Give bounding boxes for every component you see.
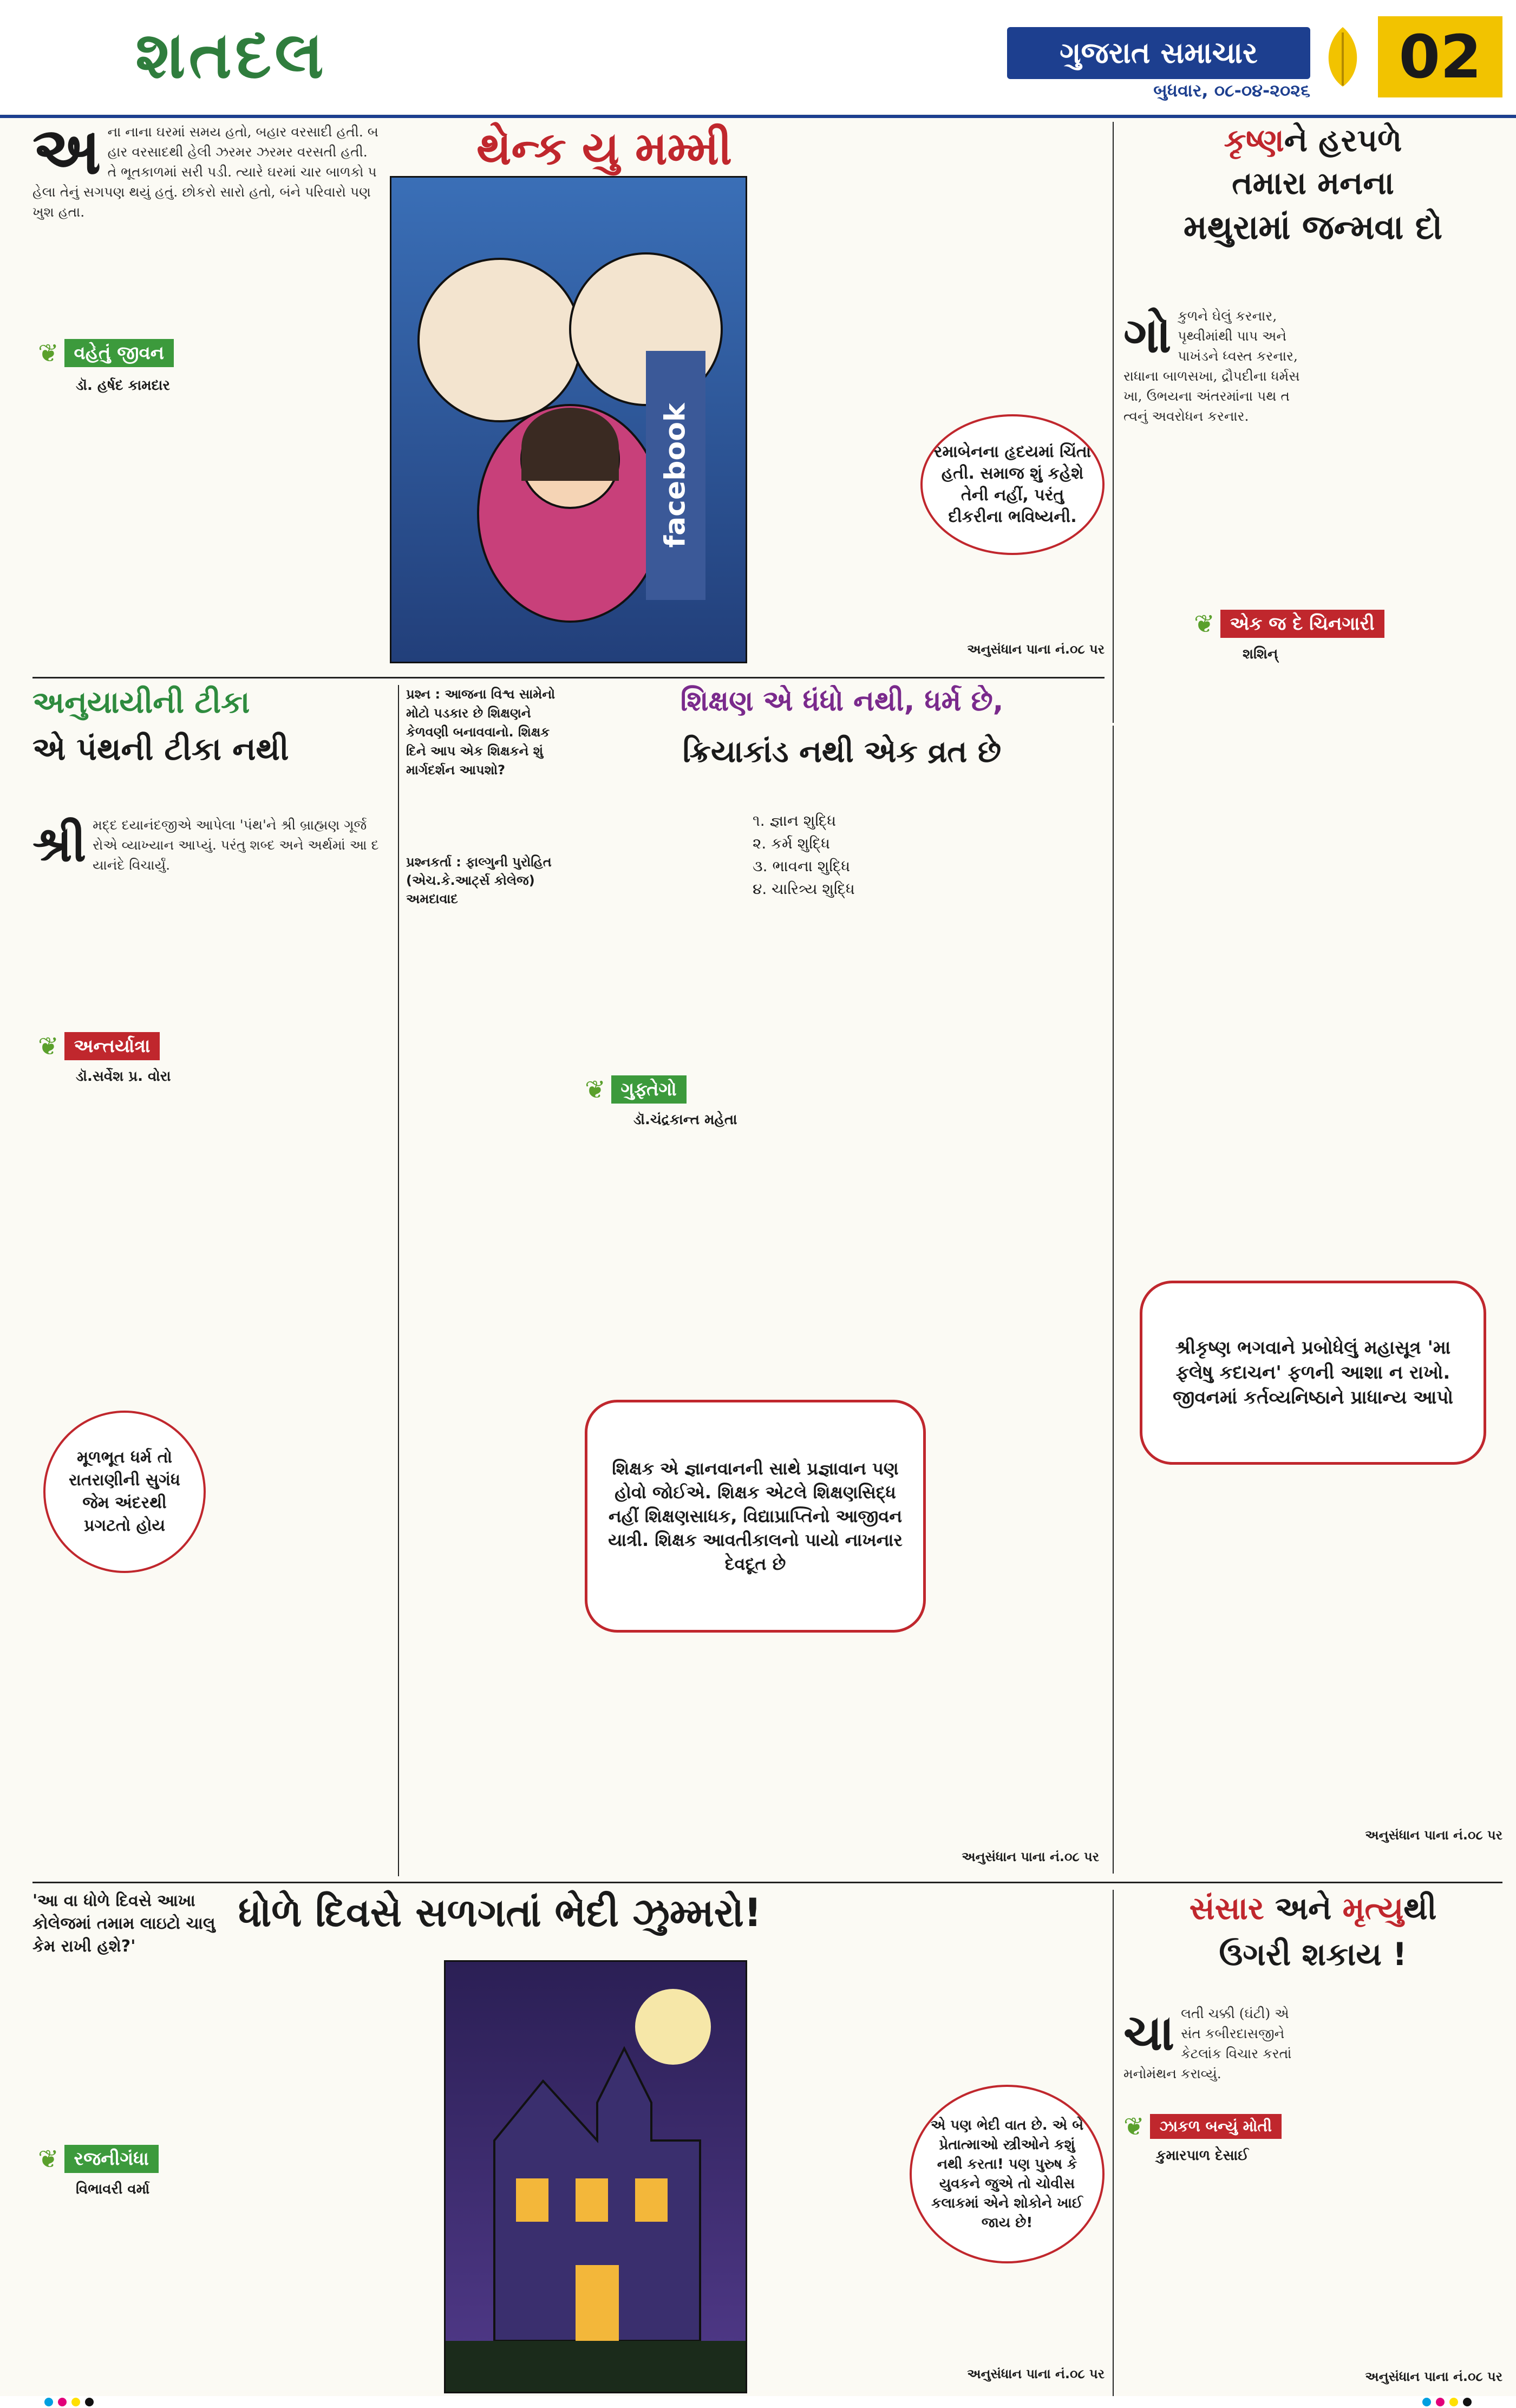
body-col-1	[1123, 2193, 1302, 2393]
list-item: ૧. જ્ઞાન શુદ્ધિ	[753, 812, 837, 830]
headline-line-2: એ પંથની ટીકા નથી	[32, 730, 289, 767]
continued-text: અનુસંધાન પાના નં.૦૮ પર	[962, 1849, 1099, 1864]
body-col-1	[406, 912, 568, 1871]
pullquote-text: રમાબેનના હૃદયમાં ચિંતા હતી. સમાજ શું કહેશે તેની નહીં, પરંતુ દીકરીના ભવિષ્યની.	[933, 442, 1092, 526]
continued-note	[926, 642, 1105, 669]
headline: ધોળે દિવસે સળગતાં ભેદી ઝુમ્મરો!	[238, 1890, 762, 1935]
continued-note	[1286, 1828, 1502, 1855]
pullquote-box	[1140, 1281, 1486, 1465]
horizontal-rule	[32, 677, 1105, 678]
vertical-rule	[1113, 1890, 1114, 2399]
byline: કુમારપાળ દેસાઈ	[1156, 2148, 1249, 2164]
vertical-rule	[1113, 726, 1114, 1874]
lead-text: મદ્દ દયાનંદજીએ આપેલા 'પંથ'ને શ્રી બ્રાહ્મણ ગૂર્જરોએ વ્યાખ્યાન આપ્યું. પરંતુ શબ્દ અને અર્થમાં આ દયાનંદે વિચાર્યું.	[93, 817, 379, 873]
list-item: ૪. ચારિત્ર્ય શુદ્ધિ	[753, 880, 855, 898]
leaf-icon: ❦	[38, 1032, 59, 1061]
continued-text: અનુસંધાન પાના નં.૦૮ પર	[967, 642, 1105, 657]
headline-connector: અને	[1264, 1890, 1343, 1927]
lead-text: ના નાના ઘરમાં સમય હતો, બહાર વરસાદી હતી. બહાર વરસાદથી હેલી ઝરમર ઝરમર વરસતી હતી. તે ભૂતકાળમાં સરી પડી. ત્યારે ઘરમાં ચાર બાળકો પહેલા તેનું સગપણ થયું હતું. છોકરો સારો હતો, બંને પરિવારો પણ ખુશ હતા.	[32, 124, 378, 220]
article-world-and-death	[1123, 1890, 1502, 2399]
body-col-6	[579, 1643, 742, 1871]
body-col-1	[32, 2052, 227, 2139]
continued-text: અનુસંધાન પાના નં.૦૮ પર	[1365, 2369, 1502, 2384]
asker-text: પ્રશ્નકર્તા : ફાલ્ગુની પુરોહિત (એચ.કે.આર્ટ્સ કોલેજ) અમદાવાદ	[406, 854, 552, 906]
continued-text: અનુસંધાન પાના નં.૦૮ પર	[1365, 1828, 1502, 1843]
headline-line-2: ક્રિયાકાંડ નથી એક વ્રત છે	[682, 734, 1002, 769]
body-col-6	[1316, 1476, 1502, 1822]
pullquote-text: મૂળભૂત ધર્મ તો રાતરાણીની સુગંધ જેમ અંદરથી પ્રગટતો હોય	[69, 1448, 180, 1535]
leaf-icon: ❦	[38, 2144, 59, 2174]
headline-line-2: ઉગરી શકાય !	[1219, 1936, 1407, 1973]
column-tag	[1194, 609, 1497, 690]
body-col-1	[32, 436, 379, 669]
section-logo	[135, 15, 417, 102]
masthead	[0, 0, 1516, 114]
lead-paragraph	[32, 122, 379, 301]
illustration-drawing	[446, 1962, 747, 2393]
body-col-4	[758, 1955, 920, 2393]
vertical-rule	[1113, 122, 1114, 723]
column-tag	[38, 2144, 233, 2220]
byline: ડૉ.સર્વેશ પ્ર. વોરા	[76, 1068, 171, 1085]
lead-text: કુળને ઘેલું કરનાર, પૃથ્વીમાંથી પાપ અને પાખંડને ધ્વસ્ત કરનાર, રાધાના બાળસખા, દ્રૌપદીના ધર્મસખા, ઉભયના અંતરમાંના પથ તત્વનું અવરોધન કરનાર.	[1123, 308, 1300, 424]
dropcap: શ્રી	[32, 815, 87, 873]
column-name: ગુફ્તેગો	[611, 1075, 687, 1104]
article-education	[406, 685, 1105, 1876]
registration-marks	[0, 2396, 1516, 2408]
page-number: 02	[1399, 22, 1482, 92]
headline-followers	[32, 685, 390, 810]
masthead-rule	[0, 115, 1516, 118]
asker-line	[406, 853, 568, 907]
body-col-5	[926, 810, 1099, 1871]
article-thank-you-mummy	[32, 122, 1105, 674]
lead-quote	[32, 1890, 227, 2052]
lead-quote-text: 'આ વા ધોળે દિવસે આખા કોલેજમાં તમામ લાઇટો ચાલુ કેમ રાખી હશે?'	[32, 1891, 215, 1956]
headline-education	[579, 685, 1105, 804]
body-col-2	[217, 1032, 390, 1871]
headline-line-1	[1123, 1890, 1502, 1927]
headline-world-and-death	[1123, 1890, 1502, 1998]
article-chandelier	[32, 1890, 1105, 2399]
body-col-3	[238, 1955, 433, 2393]
date-line	[1029, 80, 1310, 107]
leaf-icon: ❦	[1123, 2112, 1145, 2141]
headline-chandelier	[238, 1890, 1105, 1949]
byline: ડૉ. હર્ષદ કામદાર	[76, 377, 170, 394]
body-col-2	[1316, 306, 1502, 609]
facebook-text: facebook	[659, 403, 692, 548]
pullquote-ellipse	[920, 414, 1105, 555]
continued-note	[1297, 2369, 1502, 2393]
pullquote-circle	[43, 1411, 206, 1573]
list-item: ૩. ભાવના શુદ્ધિ	[753, 857, 851, 875]
newspaper-name: ગુજરાત સમાચાર	[1060, 36, 1258, 70]
pullquote-circle	[910, 2085, 1105, 2263]
dropcap: અ	[32, 122, 101, 189]
headline-line-2: તમારા મનના	[1232, 165, 1394, 201]
list-item: ૨. કર્મ શુદ્ધિ	[753, 834, 831, 852]
pullquote-text: એ પણ ભેદી વાત છે. એ બે પ્રેતાત્માઓ સ્ત્રીઓને કશું નથી કરતા! પણ પુરુષ કે યુવકને જુએ તો ચોવીસ કલાકમાં એને શોકોને ખાઈ જાય છે!	[930, 2117, 1084, 2231]
column-tag-row	[1194, 609, 1497, 638]
headline-line-1: શિક્ષણ એ ધંધો નથી, ધર્મ છે,	[680, 685, 1004, 717]
body-col-2	[579, 810, 742, 1069]
pullquote-box	[585, 1400, 926, 1633]
column-tag	[1123, 2112, 1308, 2188]
byline: ડૉ.ચંદ્રકાન્ત મહેતા	[633, 1112, 737, 1128]
column-name: એક જ દે ચિનગારી	[1220, 610, 1384, 638]
body-col-4	[1316, 707, 1502, 1275]
headline-red-word: કૃષ્ણ	[1224, 122, 1284, 159]
page-number-box	[1378, 16, 1502, 97]
headline-red-word: સંસાર	[1189, 1890, 1264, 1927]
issue-date: બુધવાર, ૦૮-૦૪-૨૦૨૬	[1153, 80, 1310, 101]
lead-paragraph	[1123, 2004, 1302, 2106]
question-text: પ્રશ્ન : આજના વિશ્વ સામેનો મોટો પડકાર છે શિક્ષણને કેળવણી બનાવવાનો. શિક્ષક દિને આપ એક શિક્ષકને શું માર્ગદર્શન આપશો?	[406, 687, 556, 778]
headline-krishna	[1123, 122, 1502, 301]
continued-note	[931, 2366, 1105, 2391]
horizontal-rule	[32, 1882, 1502, 1883]
body-col-3	[32, 1584, 206, 1871]
print-registration-strip	[0, 2396, 1516, 2408]
logo-leaf-icon	[1316, 22, 1370, 92]
body-col-5	[1123, 1476, 1302, 1822]
body-col-2	[758, 187, 920, 669]
section-title: શતદલ	[135, 18, 327, 93]
headline-line-3: મથુરામાં જન્મવા દો	[1183, 207, 1443, 247]
headline-rest: ને હરપળે	[1284, 122, 1402, 159]
byline: વિભાવરી વર્મા	[76, 2181, 150, 2197]
continued-note	[926, 1849, 1099, 1874]
column-name: વહેતું જીવન	[64, 339, 174, 367]
column-name: અન્તર્યાત્રા	[64, 1032, 160, 1060]
body-col-2	[32, 2226, 227, 2393]
vertical-rule	[398, 685, 399, 1876]
leaf-icon: ❦	[38, 338, 59, 368]
body-col-1	[32, 1118, 206, 1400]
body-col-2	[1316, 2004, 1502, 2393]
headline-line-1	[1123, 122, 1502, 159]
body-col-3	[1123, 707, 1302, 1275]
headline-thank-you-mummy	[476, 122, 1105, 181]
pullquote-text: શિક્ષક એ જ્ઞાનવાનની સાથે પ્રજ્ઞાવાન પણ હોવો જોઈએ. શિક્ષક એટલે શિક્ષણસિદ્ધ નહીં શિક્ષણસાધક, વિદ્યાપ્રાપ્તિનો આજીવન યાત્રી. શિક્ષક આવતીકાલનો પાયો નાખનાર દેવદૂત છે	[608, 1458, 903, 1574]
column-tag-row	[38, 2144, 233, 2174]
article-krishna	[1123, 122, 1502, 1871]
leaf-icon: ❦	[1194, 609, 1215, 638]
headline: થેન્ક યુ મમ્મી	[476, 122, 732, 175]
list-points	[753, 810, 926, 972]
facebook-label	[646, 351, 705, 600]
continued-text: અનુસંધાન પાના નં.૦૮ પર	[967, 2366, 1105, 2381]
headline-red-word-2: મૃત્યુ	[1342, 1890, 1404, 1927]
headline-line-1: અનુયાયીની ટીકા	[32, 685, 250, 720]
headline-suffix: થી	[1403, 1890, 1437, 1927]
dropcap: ચા	[1123, 2004, 1175, 2061]
illustration-facebook	[390, 176, 747, 663]
body-col-3	[931, 187, 1099, 403]
illustration-haunted-house	[444, 1960, 747, 2393]
column-tag-row	[1123, 2112, 1308, 2141]
dropcap: ગો	[1123, 306, 1172, 364]
byline: શશિન્	[1243, 646, 1278, 662]
intro-prompt	[406, 685, 568, 847]
column-name: રજનીગંધા	[64, 2145, 159, 2173]
pullquote-text: શ્રીકૃષ્ણ ભગવાને પ્રબોધેલું મહાસૂત્ર 'મા ફલેષુ કદાચન' ફળની આશા ન રાખો. જીવનમાં કર્તવ્યનિષ્ઠાને પ્રાધાન્ય આપો	[1173, 1337, 1453, 1408]
article-followers	[32, 685, 390, 1876]
column-tag	[38, 338, 244, 420]
leaf-icon: ❦	[585, 1075, 606, 1104]
column-tag-row	[38, 338, 244, 368]
newspaper-name-band	[1007, 27, 1310, 79]
lead-paragraph	[32, 815, 390, 1021]
column-name: ઝાકળ બન્યું મોતી	[1150, 2114, 1282, 2139]
body-col-3	[579, 1161, 742, 1389]
lead-text: લતી ચક્કી (ઘંટી) એ સંત કબીરદાસજીને કેટલાંક વિચાર કરતાં મનોમંથન કરાવ્યું.	[1123, 2006, 1292, 2081]
